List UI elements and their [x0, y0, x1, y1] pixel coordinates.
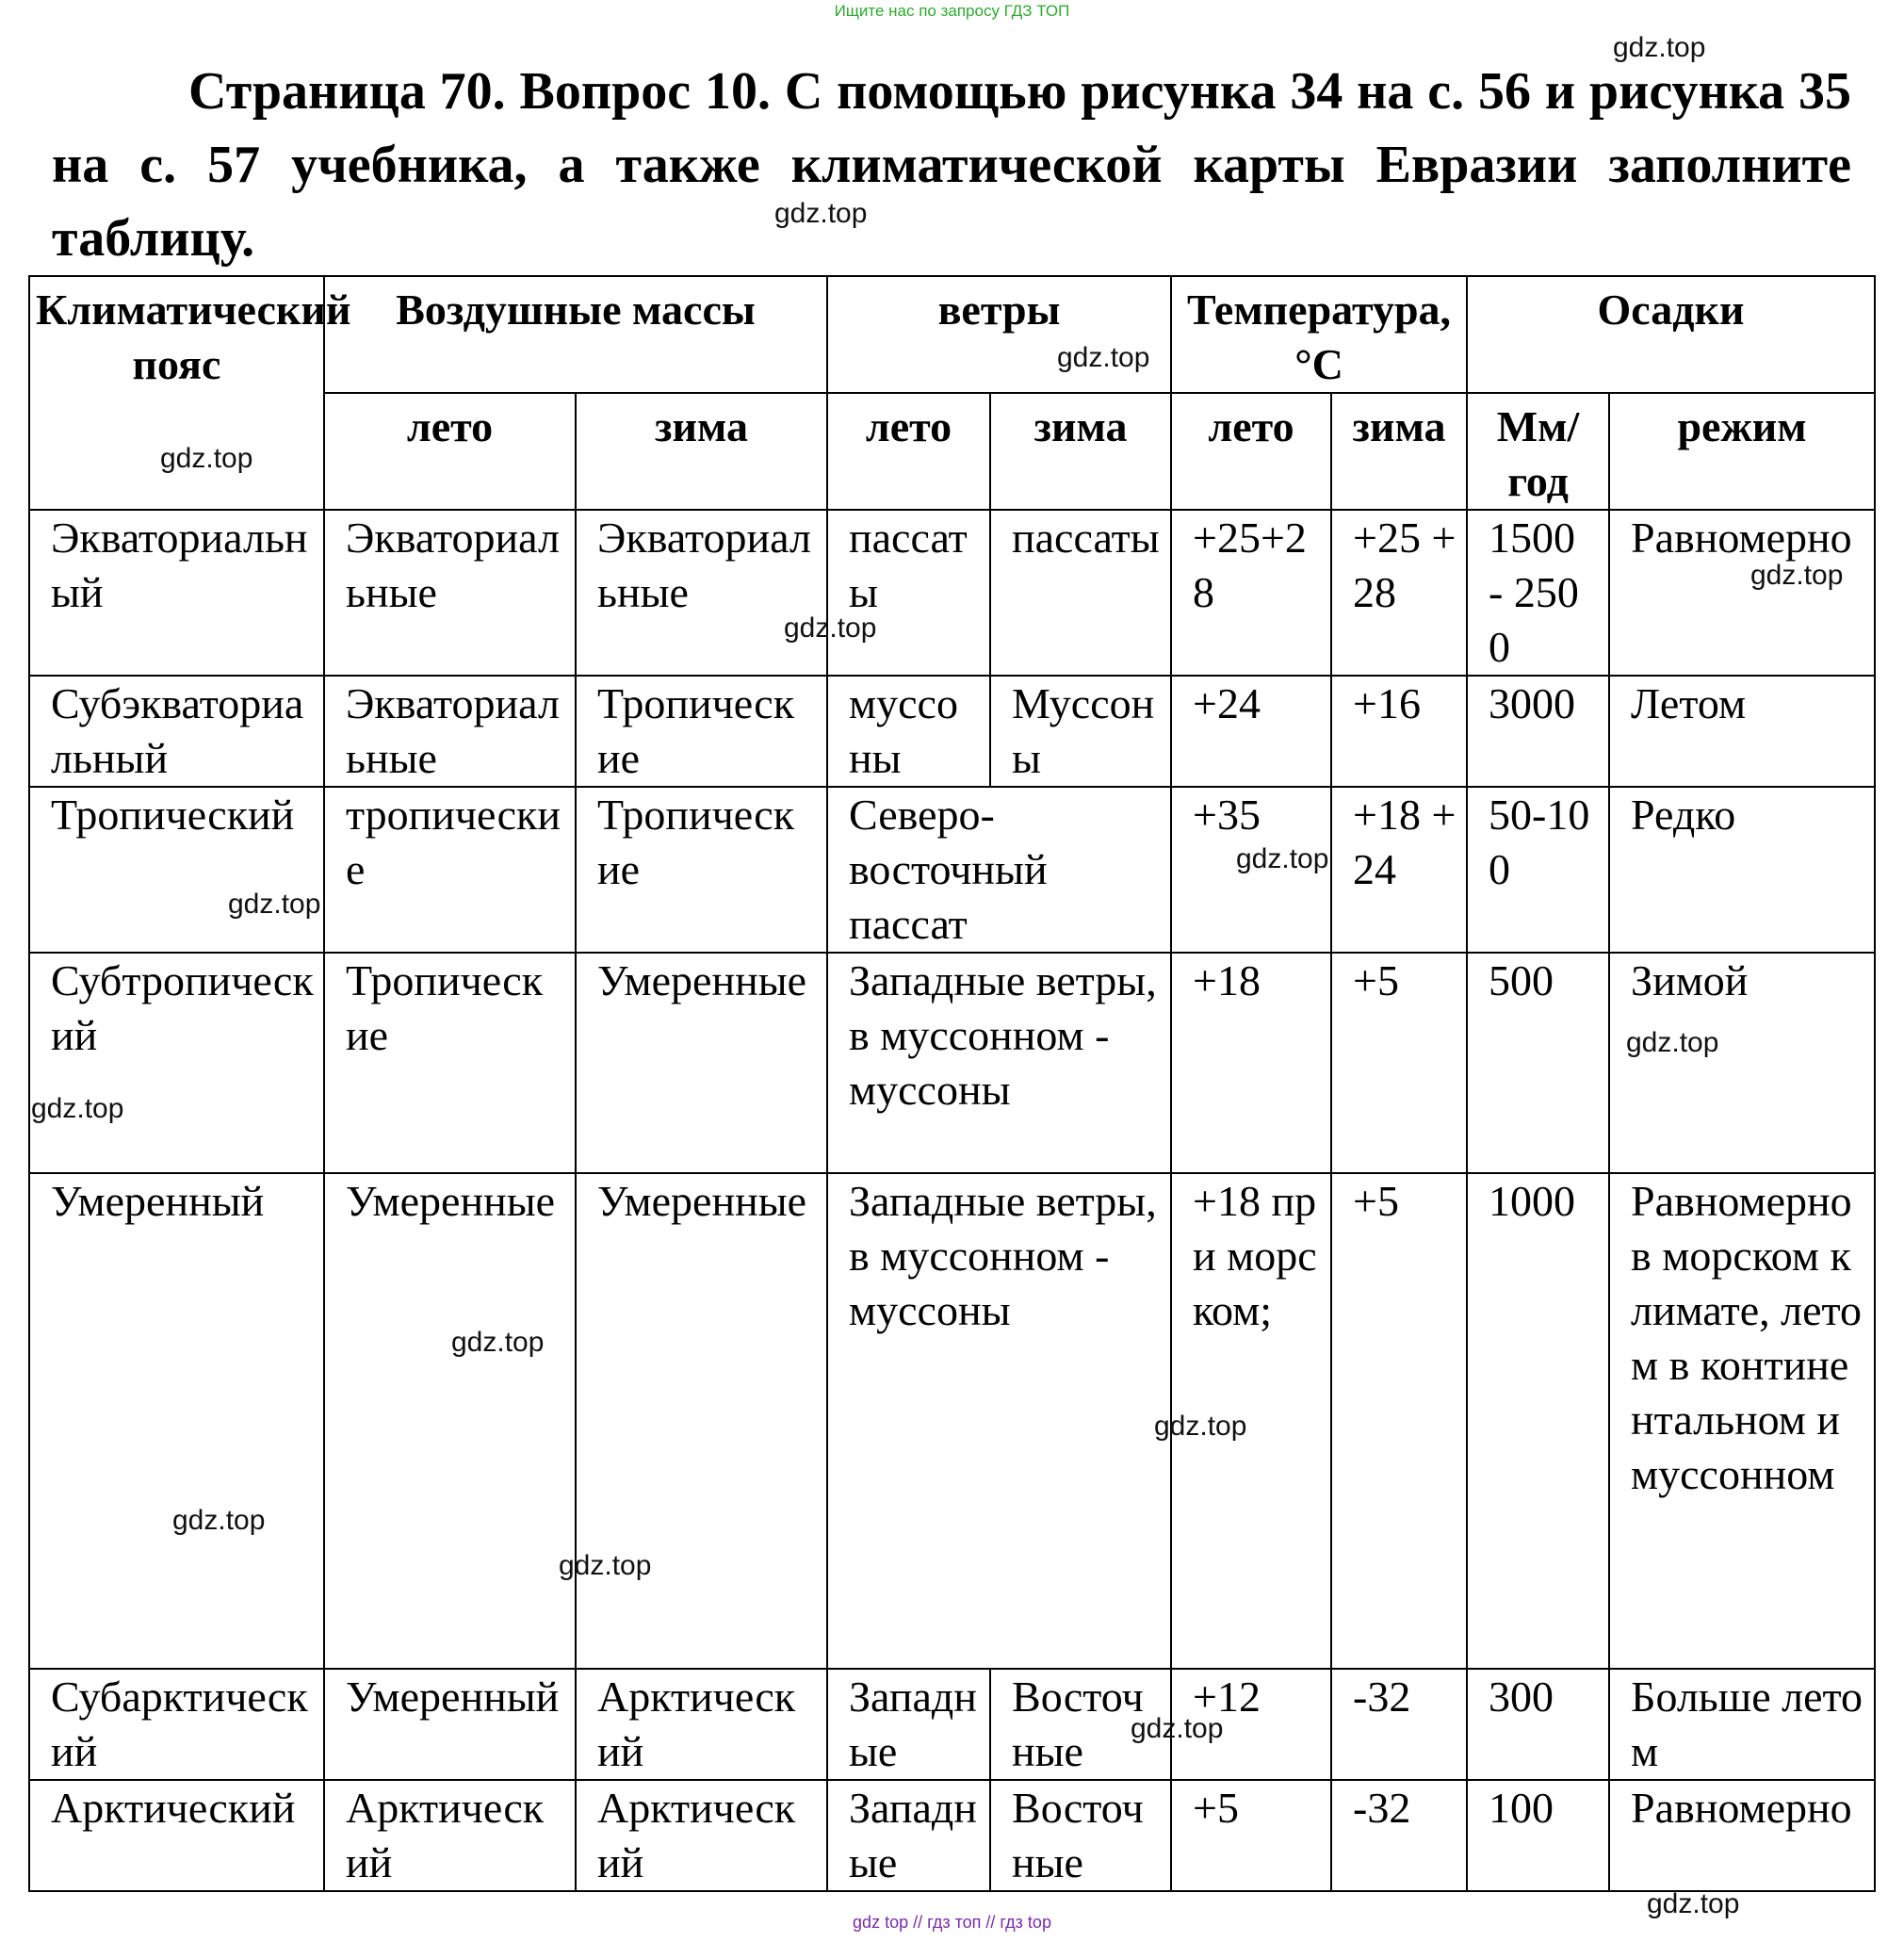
- cell-regime: Равномерно: [1609, 1780, 1875, 1891]
- header-mm-year: Мм/год: [1467, 393, 1609, 510]
- cell-temp-summer: +5: [1171, 1780, 1331, 1891]
- cell-belt: Умеренный: [29, 1173, 324, 1669]
- header-wind-winter: зима: [990, 393, 1171, 510]
- cell-wind-winter: Восточные: [990, 1780, 1171, 1891]
- watermark: gdz.top: [1236, 843, 1329, 874]
- cell-temp-winter: -32: [1331, 1780, 1467, 1891]
- watermark: gdz.top: [1626, 1027, 1719, 1058]
- cell-belt: Субарктический: [29, 1669, 324, 1780]
- watermark: gdz.top: [1154, 1411, 1247, 1442]
- watermark: gdz.top: [160, 443, 253, 474]
- table-row: [29, 787, 1875, 953]
- cell-mm: 500: [1467, 953, 1609, 1173]
- watermark: gdz.top: [1131, 1713, 1224, 1744]
- header-belt: Климатический пояс: [29, 276, 324, 510]
- cell-belt: Субэкваториальный: [29, 676, 324, 787]
- cell-mm: 50-100: [1467, 787, 1609, 953]
- watermark: gdz.top: [451, 1327, 545, 1358]
- cell-wind-winter: пассаты: [990, 510, 1171, 676]
- cell-temp-summer: +18 при морском;: [1171, 1173, 1331, 1669]
- cell-wind-summer: пассаты: [827, 510, 990, 676]
- cell-regime: Равномерно: [1609, 510, 1875, 676]
- cell-belt: Тропический: [29, 787, 324, 953]
- watermark: gdz.top: [774, 198, 868, 229]
- header-air-winter: зима: [576, 393, 827, 510]
- watermark: gdz.top: [784, 612, 877, 644]
- watermark: gdz.top: [1613, 32, 1706, 63]
- cell-air-winter: Экваториальные: [576, 510, 827, 676]
- cell-belt: Арктический: [29, 1780, 324, 1891]
- table-row: [29, 510, 1875, 676]
- cell-air-summer: Тропические: [324, 953, 576, 1173]
- cell-temp-winter: +5: [1331, 953, 1467, 1173]
- watermark: gdz.top: [31, 1093, 124, 1124]
- cell-air-summer: тропические: [324, 787, 576, 953]
- cell-wind-summer: Западные: [827, 1669, 990, 1780]
- header-wind-summer: лето: [827, 393, 990, 510]
- table-row: [29, 953, 1875, 1173]
- cell-wind-winter: Муссоны: [990, 676, 1171, 787]
- cell-mm: 3000: [1467, 676, 1609, 787]
- cell-regime: Больше летом: [1609, 1669, 1875, 1780]
- watermark: gdz.top: [172, 1505, 266, 1536]
- cell-air-summer: Умеренный: [324, 1669, 576, 1780]
- cell-mm: 300: [1467, 1669, 1609, 1780]
- watermark: gdz.top: [1647, 1888, 1740, 1919]
- cell-temp-winter: +16: [1331, 676, 1467, 787]
- cell-wind-summer: муссоны: [827, 676, 990, 787]
- cell-belt: Экваториальный: [29, 510, 324, 676]
- header-temperature: Температура, °С: [1171, 276, 1467, 393]
- watermark: gdz.top: [228, 889, 321, 920]
- cell-air-winter: Тропические: [576, 787, 827, 953]
- cell-regime: Летом: [1609, 676, 1875, 787]
- cell-temp-summer: +12: [1171, 1669, 1331, 1780]
- header-temp-winter: зима: [1331, 393, 1467, 510]
- cell-air-winter: Умеренные: [576, 1173, 827, 1669]
- cell-belt: Субтропический: [29, 953, 324, 1173]
- cell-regime: Редко: [1609, 787, 1875, 953]
- cell-temp-winter: -32: [1331, 1669, 1467, 1780]
- cell-air-winter: Арктический: [576, 1669, 827, 1780]
- header-winds: ветры: [827, 276, 1171, 393]
- cell-air-winter: Умеренные: [576, 953, 827, 1173]
- cell-regime: Равномерно в морском климате, летом в континентальном и муссонном: [1609, 1173, 1875, 1669]
- cell-temp-summer: +35: [1171, 787, 1331, 953]
- cell-wind: Северо-восточный пассат: [827, 787, 1171, 953]
- cell-air-summer: Экваториальные: [324, 676, 576, 787]
- watermark: gdz.top: [1057, 342, 1150, 373]
- cell-temp-winter: +5: [1331, 1173, 1467, 1669]
- cell-wind-winter: Восточные: [990, 1669, 1171, 1780]
- cell-mm: 100: [1467, 1780, 1609, 1891]
- cell-temp-summer: +24: [1171, 676, 1331, 787]
- cell-air-winter: Тропические: [576, 676, 827, 787]
- cell-wind-summer: Западные: [827, 1780, 990, 1891]
- cell-temp-summer: +18: [1171, 953, 1331, 1173]
- watermark: gdz.top: [559, 1550, 652, 1581]
- cell-temp-winter: +18 +24: [1331, 787, 1467, 953]
- table-row: [29, 1173, 1875, 1669]
- watermark: gdz.top: [1750, 560, 1844, 591]
- cell-air-summer: Арктический: [324, 1780, 576, 1891]
- header-air-masses: Воздушные массы: [324, 276, 827, 393]
- header-regime: режим: [1609, 393, 1875, 510]
- table-row: [29, 1780, 1875, 1891]
- cell-temp-summer: +25+28: [1171, 510, 1331, 676]
- cell-mm: 1500 - 2500: [1467, 510, 1609, 676]
- cell-wind: Западные ветры, в муссонном - муссоны: [827, 1173, 1171, 1669]
- table-row: [29, 676, 1875, 787]
- climate-table: [28, 275, 1876, 1892]
- cell-air-summer: Экваториальные: [324, 510, 576, 676]
- footer: gdz top // гдз топ // гдз top: [853, 1913, 1051, 1932]
- task-heading: Страница 70. Вопрос 10. С помощью рисунка 34 на с. 56 и рисунка 35 на с. 57 учебника, а также климатической карты Евразии заполните таблицу.: [52, 62, 1851, 268]
- top-banner: Ищите нас по запросу ГДЗ ТОП: [834, 2, 1070, 20]
- header-temp-summer: лето: [1171, 393, 1331, 510]
- header-precipitation: Осадки: [1467, 276, 1875, 393]
- cell-wind: Западные ветры, в муссонном - муссоны: [827, 953, 1171, 1173]
- cell-temp-winter: +25 +28: [1331, 510, 1467, 676]
- header-air-summer: лето: [324, 393, 576, 510]
- cell-regime: Зимой: [1609, 953, 1875, 1173]
- cell-mm: 1000: [1467, 1173, 1609, 1669]
- cell-air-winter: Арктический: [576, 1780, 827, 1891]
- table-row: [29, 1669, 1875, 1780]
- cell-air-summer: Умеренные: [324, 1173, 576, 1669]
